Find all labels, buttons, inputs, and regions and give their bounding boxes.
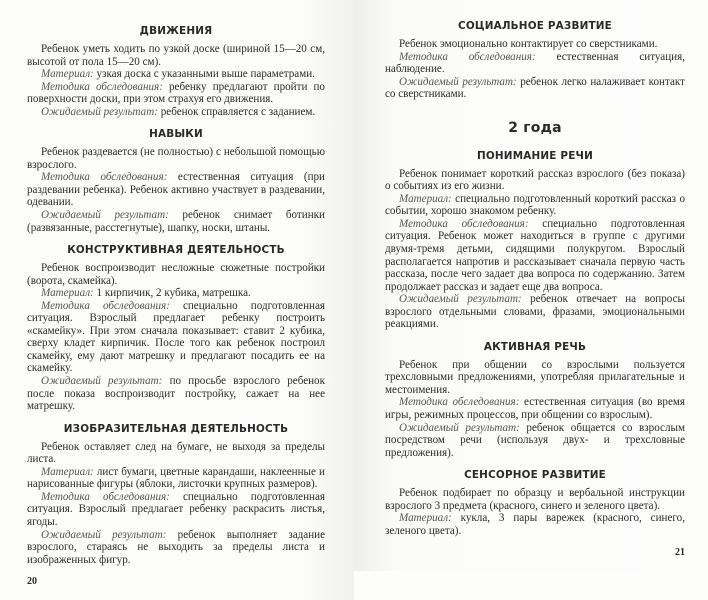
paragraph-text: Ребенок эмоционально контактирует со сверстниками. <box>399 38 658 50</box>
paragraph <box>385 38 685 51</box>
paragraph-label: Ожидаемый результат: <box>41 528 167 541</box>
section-heading: ПОНИМАНИЕ РЕЧИ <box>476 149 594 162</box>
paragraph-text: Ребенок оставляет след на бумаге, не выходя за пределы листа. <box>27 440 325 466</box>
paragraph <box>27 68 325 81</box>
paragraph-text: специально подготовленная ситуация. Взрослый предлагает ребенку раскрасить листья, ягоды. <box>27 490 325 528</box>
paragraph-label: Методика обследования: <box>41 490 170 503</box>
left-page-body <box>27 0 325 600</box>
right-page <box>354 0 708 571</box>
paragraph-text: кукла, 3 пары варежек (красного, синего, зеленого цвета). <box>385 512 685 537</box>
paragraph-text: узкая доска с указанными выше параметрами. <box>93 68 315 81</box>
paragraph-text: естественная ситуация (при раздевании ребенка). Ребенок активно участвует в раздевании, одевании. <box>27 171 325 209</box>
paragraph-label: Материал: <box>41 68 94 81</box>
paragraph <box>27 529 325 567</box>
paragraph-label: Ожидаемый результат: <box>399 421 520 434</box>
page-number: 20 <box>27 576 37 588</box>
paragraph <box>27 81 325 106</box>
paragraph-label: Ожидаемый результат: <box>399 293 522 306</box>
section-heading: КОНСТРУКТИВНАЯ ДЕЯТЕЛЬНОСТЬ <box>67 244 285 257</box>
section-heading: СЕНСОРНОЕ РАЗВИТИЕ <box>464 469 606 482</box>
paragraph <box>27 300 325 375</box>
paragraph <box>385 512 685 537</box>
paragraph-text: Ребенок уметь ходить по узкой доске (шириной 15—20 см, высотой от пола 15—20 см). <box>27 43 325 68</box>
paragraph <box>385 193 685 218</box>
right-page-body <box>385 0 685 571</box>
paragraph <box>27 375 325 413</box>
paragraph <box>27 287 325 300</box>
paragraph <box>27 171 325 209</box>
paragraph-label: Материал: <box>399 512 452 525</box>
paragraph <box>385 293 685 331</box>
section-heading: АКТИВНАЯ РЕЧЬ <box>483 340 587 353</box>
paragraph-text: естественная ситуация, наблюдение. <box>385 50 685 76</box>
left-page-content <box>27 20 325 566</box>
paragraph-text: ребенок справляется с заданием. <box>157 105 316 118</box>
paragraph <box>385 422 685 460</box>
paragraph-text: ребенок отвечает на вопросы взрослого отдельными словами, фразами, эмоциональными реакциями. <box>385 293 685 331</box>
paragraph-text: лист бумаги, цветные карандаши, наклеенные и нарисованные фигуры (яблоки, листочки крупных размеров). <box>27 465 325 491</box>
paragraph-label: Методика обследования: <box>41 299 170 312</box>
section-heading: ДВИЖЕНИЯ <box>139 25 213 37</box>
page-number: 21 <box>675 547 685 559</box>
paragraph <box>27 209 325 234</box>
section-heading: СОЦИАЛЬНОЕ РАЗВИТИЕ <box>458 20 612 32</box>
paragraph-text: 1 кирпичик, 2 кубика, матрешка. <box>93 287 251 300</box>
paragraph <box>27 43 325 68</box>
paragraph-text: специально подготовленная ситуация. Ребенок может находиться в группе с другими двумя-тремя детьми, сидящими полукругом. Взрослый располагается напротив и рассказывает сначала первую часть рассказа, после чего задает два вопроса по содержанию. Затем продолжает рассказ и задает еще два вопроса. <box>385 217 685 293</box>
paragraph <box>27 441 325 466</box>
age-heading: 2 года <box>508 119 562 136</box>
paragraph-label: Методика обследования: <box>41 171 168 184</box>
paragraph <box>385 51 685 76</box>
paragraph-text: специально подготовленная ситуация. Взрослый предлагает ребенку построить «скамейку». При этом сначала показывает: ставит 2 кубика, сверху кладет кирпичик. После того как ребенок построил скамейку, ему дают матрешку и предлагают посадить ее на скамейку. <box>27 299 325 375</box>
paragraph-text: ребенку предлагают пройти по поверхности доски, при этом страхуя его движения. <box>27 80 325 106</box>
paragraph-label: Методика обследования: <box>399 50 536 63</box>
paragraph-label: Методика обследования: <box>399 396 520 409</box>
paragraph <box>27 146 325 171</box>
paragraph <box>27 466 325 491</box>
paragraph-text: Ребенок раздевается (не полностью) с небольшой помощью взрослого. <box>27 146 325 171</box>
paragraph-text: ребенок общается со взрослым посредством речи (используя двух- и трехсловные предложения). <box>385 421 685 459</box>
paragraph-text: ребенок легко налаживает контакт со сверстниками. <box>385 75 685 101</box>
paragraph-text: естественная ситуация (во время игры, режимных процессов, при общении со взрослым). <box>385 396 685 422</box>
paragraph-label: Ожидаемый результат: <box>41 209 169 222</box>
paragraph-label: Материал: <box>41 287 94 300</box>
paragraph <box>385 76 685 101</box>
paragraph-label: Ожидаемый результат: <box>41 375 163 388</box>
paragraph-label: Методика обследования: <box>399 217 529 230</box>
section-heading: ИЗОБРАЗИТЕЛЬНАЯ ДЕЯТЕЛЬНОСТЬ <box>63 422 289 435</box>
paragraph-text: ребенок снимает ботинки (развязанные, расстегнутые), шапку, носки, штаны. <box>27 209 325 234</box>
paragraph-text: Ребенок понимает короткий рассказ взрослого (без показа) о событиях из его жизни. <box>385 167 685 193</box>
paragraph-text: Ребенок при общении со взрослыми пользуется трехсловными предложениями, употребляя прилагательные и местоимения. <box>385 358 685 396</box>
paragraph <box>385 396 685 421</box>
paragraph-label: Ожидаемый результат: <box>399 75 517 88</box>
paragraph <box>27 106 325 119</box>
paragraph <box>385 487 685 512</box>
paragraph <box>27 491 325 529</box>
paragraph-text: Ребенок подбирает по образцу и вербальной инструкции взрослого 3 предмета (красного, синего и зеленого цвета). <box>385 487 685 512</box>
section-heading: НАВЫКИ <box>149 128 203 141</box>
right-page-content <box>385 15 685 537</box>
paragraph <box>385 359 685 397</box>
paragraph <box>385 168 685 193</box>
paragraph-label: Методика обследования: <box>41 80 163 93</box>
paragraph-text: по просьбе взрослого ребенок после показа воспроизводит постройку, сажает на нее матрешку. <box>27 375 325 413</box>
paragraph <box>385 218 685 293</box>
paragraph-label: Материал: <box>41 465 94 478</box>
paragraph <box>27 262 325 287</box>
paragraph-text: специально подготовленный короткий рассказ о событии, хорошо знакомом ребенку. <box>385 192 685 218</box>
paragraph-text: ребенок выполняет задание взрослого, стараясь не выходить за пределы листа и изображенных фигур. <box>27 528 325 566</box>
paragraph-label: Ожидаемый результат: <box>41 105 158 118</box>
paragraph-label: Материал: <box>399 192 452 205</box>
paragraph-text: Ребенок воспроизводит несложные сюжетные постройки (ворота, скамейка). <box>27 262 325 287</box>
